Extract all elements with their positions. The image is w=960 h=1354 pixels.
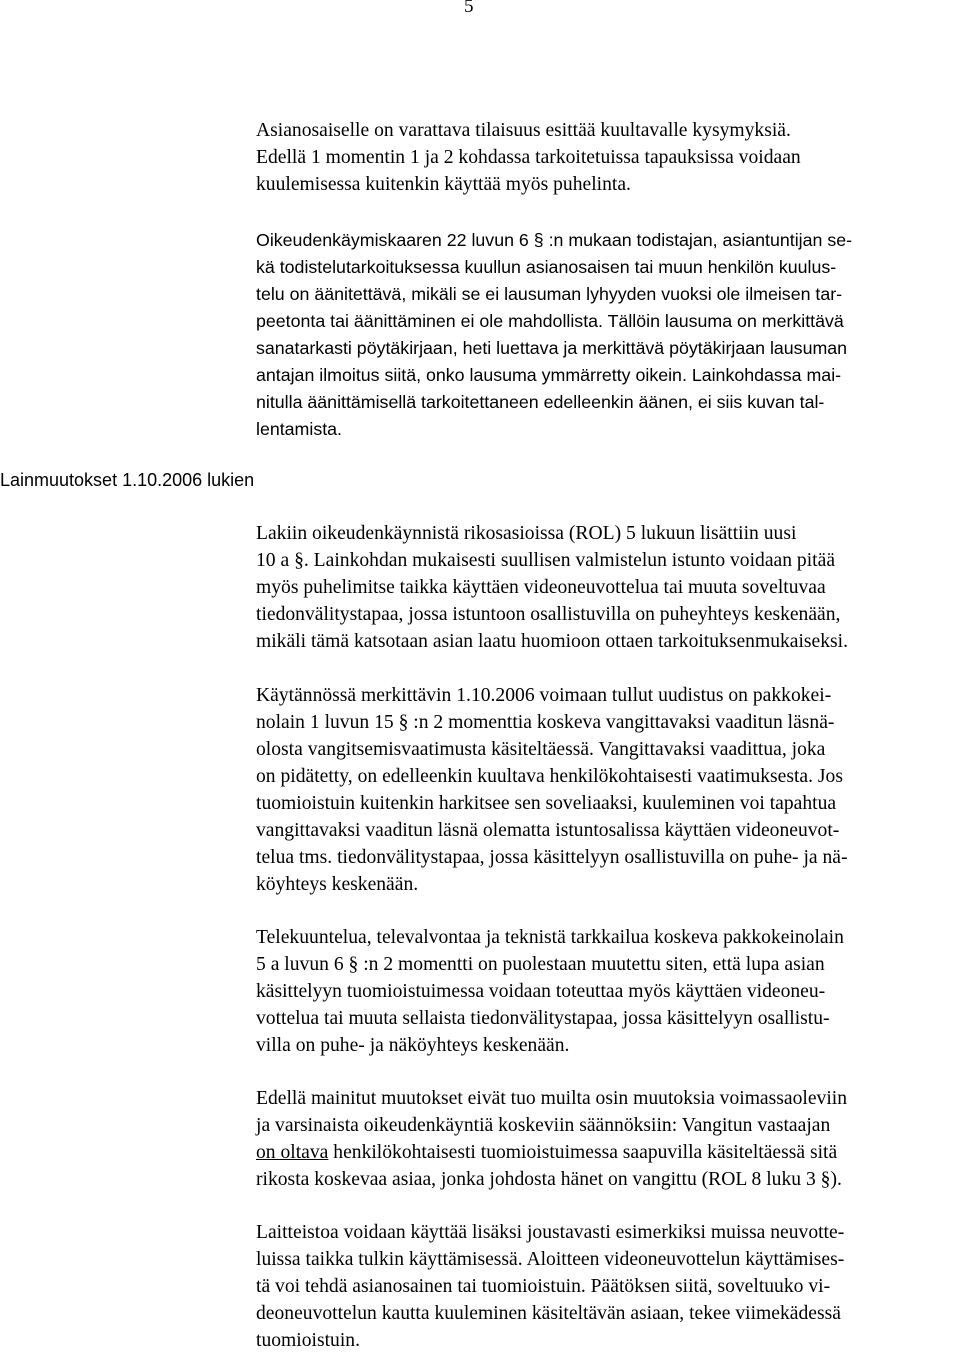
text-line: Edellä mainitut muutokset eivät tuo muilta osin muutoksia voimassaoleviin bbox=[256, 1088, 847, 1109]
page-number: 5 bbox=[464, 0, 474, 17]
text-line: 10 a §. Lainkohdan mukaisesti suullisen valmistelun istunto voidaan pitää bbox=[256, 550, 836, 571]
text-line: olosta vangitsemisvaatimusta käsiteltäessä. Vangittavaksi vaadittua, joka bbox=[256, 739, 826, 760]
text-line: deoneuvottelun kautta kuuleminen käsiteltävän asiaan, tekee viimekädessä bbox=[256, 1303, 841, 1324]
text-line: nolain 1 luvun 15 § :n 2 momenttia koskeva vangittavaksi vaaditun läsnä- bbox=[256, 712, 835, 733]
text-line: kä todistelutarkoituksessa kuullun asianosaisen tai muun henkilön kuulus- bbox=[256, 257, 837, 277]
text-line: nitulla äänittämisellä tarkoitettaneen edelleenkin äänen, ei siis kuvan tal- bbox=[256, 392, 825, 412]
underlined-phrase: on oltava bbox=[256, 1142, 329, 1163]
margin-note: Lainmuutokset 1.10.2006 lukien bbox=[0, 470, 255, 490]
text-line: vottelua tai muuta sellaista tiedonvälitystapaa, jossa käsittelyyn osallistu- bbox=[256, 1008, 830, 1029]
text-line: 5 a luvun 6 § :n 2 momentti on puolestaan muutettu siten, että lupa asian bbox=[256, 954, 825, 975]
text-line: tä voi tehdä asianosainen tai tuomioistuin. Päätöksen siitä, soveltuuko vi- bbox=[256, 1276, 831, 1297]
text-line: Asianosaiselle on varattava tilaisuus esittää kuultavalle kysymyksiä. bbox=[256, 120, 791, 141]
text-line: Telekuuntelua, televalvontaa ja teknistä tarkkailua koskeva pakkokeinolain bbox=[256, 927, 844, 948]
text-line: Laitteistoa voidaan käyttää lisäksi joustavasti esimerkiksi muissa neuvotte- bbox=[256, 1222, 845, 1243]
text-line: telua tms. tiedonvälitystapaa, jossa käsittelyyn osallistuvilla on puhe- ja nä- bbox=[256, 847, 848, 868]
text-line: sanatarkasti pöytäkirjaan, heti luettava ja merkittävä pöytäkirjaan lausuman bbox=[256, 338, 848, 358]
text-line: lentamista. bbox=[256, 419, 342, 439]
text-line: käsittelyyn tuomioistuimessa voidaan toteuttaa myös käyttäen videoneu- bbox=[256, 981, 826, 1002]
paragraph-5 bbox=[256, 924, 960, 1059]
paragraph-2 bbox=[256, 227, 960, 443]
text-line: Oikeudenkäymiskaaren 22 luvun 6 § :n mukaan todistajan, asiantuntijan se- bbox=[256, 230, 853, 250]
text-line: ja varsinaista oikeudenkäyntiä koskeviin säännöksiin: Vangitun vastaajan bbox=[256, 1115, 831, 1136]
text-line: tiedonvälitystapaa, jossa istuntoon osallistuvilla on puheyhteys keskenään, bbox=[256, 604, 841, 625]
text-line: rikosta koskevaa asiaa, jonka johdosta hänet on vangittu (ROL 8 luku 3 §). bbox=[256, 1169, 842, 1190]
text-line: tuomioistuin. bbox=[256, 1330, 360, 1351]
text-line: villa on puhe- ja näköyhteys keskenään. bbox=[256, 1035, 570, 1056]
text-fragment: henkilökohtaisesti tuomioistuimessa saapuvilla käsiteltäessä sitä bbox=[328, 1142, 838, 1163]
text-line: myös puhelimitse taikka käyttäen videoneuvottelua tai muuta soveltuvaa bbox=[256, 577, 826, 598]
text-line: köyhteys keskenään. bbox=[256, 874, 419, 895]
paragraph-4 bbox=[256, 682, 960, 898]
text-line: on pidätetty, on edelleenkin kuultava henkilökohtaisesti vaatimuksesta. Jos bbox=[256, 766, 843, 787]
text-line: vangittavaksi vaaditun läsnä olematta istuntosalissa käyttäen videoneuvot- bbox=[256, 820, 840, 841]
text-line: tuomioistuin kuitenkin harkitsee sen soveliaaksi, kuuleminen voi tapahtua bbox=[256, 793, 837, 814]
text-line: Lakiin oikeudenkäynnistä rikosasioissa (ROL) 5 lukuun lisättiin uusi bbox=[256, 523, 797, 544]
text-line: Käytännössä merkittävin 1.10.2006 voimaan tullut uudistus on pakkokei- bbox=[256, 685, 832, 706]
text-line: mikäli tämä katsotaan asian laatu huomioon ottaen tarkoituksenmukaiseksi. bbox=[256, 631, 849, 652]
paragraph-7 bbox=[256, 1219, 960, 1354]
text-line: Edellä 1 momentin 1 ja 2 kohdassa tarkoitetuissa tapauksissa voidaan bbox=[256, 147, 801, 168]
text-line: kuulemisessa kuitenkin käyttää myös puhelinta. bbox=[256, 174, 631, 195]
paragraph-6 bbox=[256, 1085, 960, 1193]
text-line: antajan ilmoitus siitä, onko lausuma ymmärretty oikein. Lainkohdassa mai- bbox=[256, 365, 842, 385]
text-line bbox=[256, 1139, 960, 1166]
paragraph-3 bbox=[256, 520, 960, 655]
text-line: peetonta tai äänittäminen ei ole mahdollista. Tällöin lausuma on merkittävä bbox=[256, 311, 844, 331]
text-line: telu on äänitettävä, mikäli se ei lausuman lyhyyden vuoksi ole ilmeisen tar- bbox=[256, 284, 843, 304]
paragraph-1 bbox=[256, 117, 960, 198]
text-line: luissa taikka tulkin käyttämisessä. Aloitteen videoneuvottelun käyttämises- bbox=[256, 1249, 845, 1270]
